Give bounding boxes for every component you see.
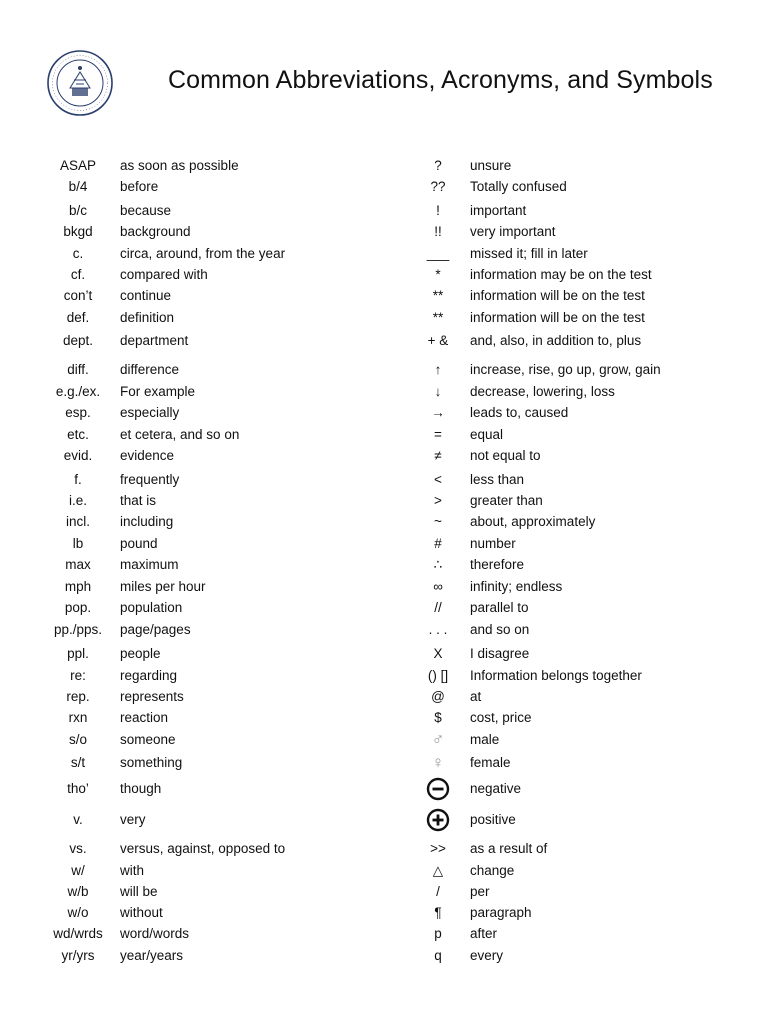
symbol: ! (436, 203, 440, 218)
abbreviation: yr/yrs (61, 948, 95, 963)
symbol-meaning: after (470, 926, 498, 941)
abbreviation: lb (72, 536, 84, 551)
table-row (0, 446, 768, 466)
table-row (0, 644, 768, 664)
abbreviation-meaning: frequently (120, 472, 180, 487)
abbreviation: def. (66, 310, 90, 325)
symbol-meaning: Totally confused (470, 179, 567, 194)
symbol: < (434, 472, 442, 487)
abbreviation: s/t (70, 755, 86, 770)
table-row (0, 222, 768, 242)
table-row (0, 201, 768, 221)
table-row (0, 839, 768, 859)
symbol-meaning: important (470, 203, 527, 218)
symbol-meaning: as a result of (470, 841, 548, 856)
table-row (0, 946, 768, 966)
symbol: + & (427, 333, 449, 348)
abbreviation: v. (73, 812, 83, 827)
symbol-meaning: cost, price (470, 710, 532, 725)
abbreviation: evid. (63, 448, 93, 463)
table-row (0, 470, 768, 490)
symbol-meaning: about, approximately (470, 514, 596, 529)
symbol-meaning: infinity; endless (470, 579, 563, 594)
symbol: ♂ (431, 730, 445, 749)
symbol-meaning: male (470, 732, 500, 747)
symbol: ∴ (433, 557, 443, 572)
abbreviation-meaning: represents (120, 689, 184, 704)
abbreviation: rep. (66, 689, 90, 704)
abbreviation: i.e. (68, 493, 87, 508)
abbreviation-meaning: as soon as possible (120, 158, 239, 173)
symbol: # (434, 536, 442, 551)
abbreviation: cf. (70, 267, 86, 282)
abbreviation-meaning: For example (120, 384, 196, 399)
abbreviation-meaning: with (120, 863, 145, 878)
abbreviation-meaning: background (120, 224, 191, 239)
symbol: ¶ (434, 905, 442, 920)
abbreviation: pop. (64, 600, 92, 615)
abbreviation-meaning: word/words (120, 926, 190, 941)
abbreviation-meaning: that is (120, 493, 157, 508)
symbol: . . . (428, 622, 448, 637)
table-row (0, 425, 768, 445)
symbol: ** (432, 310, 444, 325)
table-row (0, 360, 768, 380)
table-row (0, 403, 768, 423)
plus-circle-icon (398, 810, 478, 832)
symbol: q (434, 948, 442, 963)
symbol: △ (432, 863, 444, 878)
abbreviation: con’t (63, 288, 93, 303)
abbreviation: w/b (67, 884, 89, 899)
table-row (0, 620, 768, 640)
symbol-meaning: number (470, 536, 516, 551)
symbol-meaning: not equal to (470, 448, 541, 463)
abbreviation-meaning: very (120, 812, 146, 827)
abbreviation-meaning: before (120, 179, 159, 194)
symbol-meaning: Information belongs together (470, 668, 642, 683)
abbreviation-meaning: people (120, 646, 161, 661)
minus-circle-icon (398, 779, 478, 801)
abbreviation-meaning: evidence (120, 448, 175, 463)
abbreviation-meaning: definition (120, 310, 175, 325)
symbol-meaning: unsure (470, 158, 512, 173)
table-row (0, 924, 768, 944)
table-row (0, 598, 768, 618)
symbol: ?? (430, 179, 446, 194)
abbreviation-meaning: compared with (120, 267, 208, 282)
abbreviation-meaning: et cetera, and so on (120, 427, 240, 442)
table-row (0, 265, 768, 285)
symbol: p (434, 926, 442, 941)
abbreviation-meaning: page/pages (120, 622, 191, 637)
symbol-meaning: per (470, 884, 490, 899)
symbol: ** (432, 288, 444, 303)
symbol-meaning: less than (470, 472, 525, 487)
abbreviation: rxn (68, 710, 88, 725)
symbol: X (433, 646, 443, 661)
table-row (0, 753, 768, 773)
abbreviation-meaning: year/years (120, 948, 184, 963)
abbreviation: f. (74, 472, 82, 487)
university-seal-icon (47, 50, 113, 116)
abbreviation-meaning: population (120, 600, 183, 615)
abbreviation: w/o (67, 905, 89, 920)
symbol: ↑ (434, 362, 442, 377)
symbol: >> (430, 841, 446, 856)
abbreviation: b/4 (68, 179, 88, 194)
table-row (0, 534, 768, 554)
symbol: // (434, 600, 442, 615)
abbreviation: esp. (65, 405, 91, 420)
table-row (0, 286, 768, 306)
abbreviation-meaning: someone (120, 732, 176, 747)
symbol: () [] (427, 668, 449, 683)
page-title: Common Abbreviations, Acronyms, and Symbols (168, 66, 713, 94)
abbreviation: bkgd (63, 224, 93, 239)
symbol-meaning: information may be on the test (470, 267, 652, 282)
symbol-meaning: every (470, 948, 504, 963)
symbol: ? (434, 158, 442, 173)
abbreviation: b/c (68, 203, 87, 218)
abbreviation: re: (70, 668, 86, 683)
symbol-meaning: equal (470, 427, 504, 442)
symbol: ___ (426, 246, 450, 261)
symbol: * (435, 267, 441, 282)
table-row (0, 331, 768, 351)
symbol-meaning: information will be on the test (470, 310, 645, 325)
abbreviation: ASAP (59, 158, 97, 173)
table-row (0, 308, 768, 328)
symbol-meaning: very important (470, 224, 556, 239)
table-row (0, 666, 768, 686)
symbol-meaning: I disagree (470, 646, 530, 661)
abbreviation: tho’ (67, 781, 89, 796)
symbol-meaning: leads to, caused (470, 405, 569, 420)
symbol: $ (434, 710, 442, 725)
table-row (0, 810, 768, 830)
symbol: ♀ (431, 753, 445, 772)
symbol: / (436, 884, 440, 899)
table-row (0, 491, 768, 511)
abbreviation-meaning: will be (120, 884, 158, 899)
table-row (0, 903, 768, 923)
symbol-meaning: parallel to (470, 600, 529, 615)
abbreviation: e.g./ex. (55, 384, 101, 399)
abbreviation: mph (64, 579, 92, 594)
symbol: ∞ (433, 579, 443, 594)
table-row (0, 882, 768, 902)
abbreviation-meaning: regarding (120, 668, 178, 683)
abbreviation: c. (72, 246, 84, 261)
abbreviation-meaning: circa, around, from the year (120, 246, 286, 261)
table-row (0, 512, 768, 532)
table-row (0, 861, 768, 881)
symbol: ↓ (434, 384, 442, 399)
symbol-meaning: increase, rise, go up, grow, gain (470, 362, 661, 377)
symbol-meaning: greater than (470, 493, 543, 508)
table-row (0, 156, 768, 176)
abbreviation-meaning: difference (120, 362, 180, 377)
table-row (0, 244, 768, 264)
abbreviation-meaning: something (120, 755, 183, 770)
abbreviation-meaning: continue (120, 288, 172, 303)
abbreviation: etc. (67, 427, 89, 442)
table-row (0, 779, 768, 799)
symbol: !! (434, 224, 442, 239)
symbol-meaning: and, also, in addition to, plus (470, 333, 642, 348)
abbreviation-meaning: including (120, 514, 174, 529)
symbol: > (434, 493, 442, 508)
table-row (0, 555, 768, 575)
abbreviation-meaning: especially (120, 405, 180, 420)
abbreviation: pp./pps. (53, 622, 103, 637)
symbol-meaning: paragraph (470, 905, 532, 920)
abbreviation-meaning: department (120, 333, 189, 348)
abbreviation-meaning: pound (120, 536, 158, 551)
abbreviation: diff. (67, 362, 89, 377)
symbol-meaning: information will be on the test (470, 288, 645, 303)
symbol-meaning: change (470, 863, 515, 878)
symbol-meaning: positive (470, 812, 516, 827)
symbol-meaning: decrease, lowering, loss (470, 384, 615, 399)
abbreviation: w/ (71, 863, 85, 878)
table-row (0, 382, 768, 402)
table-row (0, 177, 768, 197)
table-row (0, 577, 768, 597)
abbreviation-meaning: maximum (120, 557, 179, 572)
symbol-meaning: and so on (470, 622, 530, 637)
abbreviation: s/o (68, 732, 87, 747)
symbol: = (434, 427, 442, 442)
abbreviation-meaning: because (120, 203, 172, 218)
symbol-meaning: at (470, 689, 482, 704)
symbol: → (431, 405, 445, 420)
abbreviation: wd/wrds (53, 926, 103, 941)
abbreviation-meaning: though (120, 781, 162, 796)
symbol-meaning: missed it; fill in later (470, 246, 588, 261)
abbreviation: dept. (62, 333, 94, 348)
abbreviation-meaning: versus, against, opposed to (120, 841, 286, 856)
abbreviation: max (65, 557, 91, 572)
symbol-meaning: negative (470, 781, 522, 796)
table-row (0, 730, 768, 750)
abbreviation: incl. (65, 514, 90, 529)
abbreviation-meaning: reaction (120, 710, 169, 725)
abbreviation-meaning: miles per hour (120, 579, 206, 594)
symbol: @ (431, 689, 445, 704)
table-row (0, 708, 768, 728)
symbol: ≠ (434, 448, 442, 463)
symbol: ~ (434, 514, 442, 529)
abbreviation: ppl. (67, 646, 89, 661)
abbreviation: vs. (69, 841, 87, 856)
symbol-meaning: therefore (470, 557, 525, 572)
symbol-meaning: female (470, 755, 511, 770)
abbreviation-meaning: without (120, 905, 163, 920)
table-row (0, 687, 768, 707)
